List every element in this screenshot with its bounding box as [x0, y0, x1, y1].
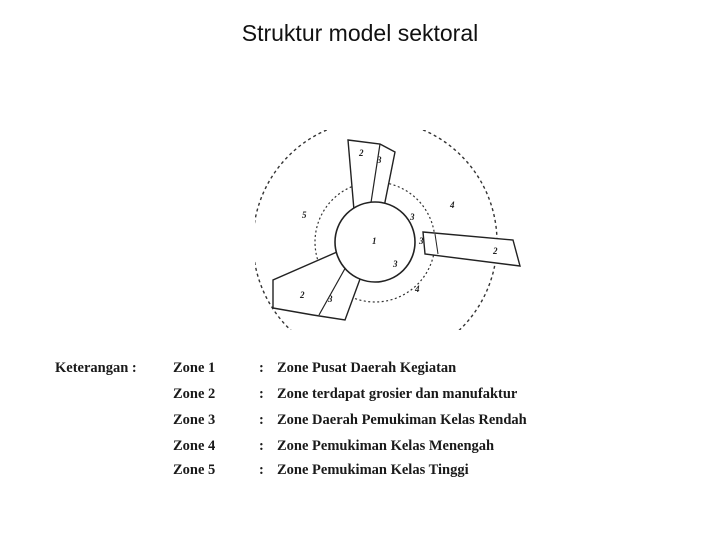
legend-description: Zone Pemukiman Kelas Tinggi [277, 462, 469, 478]
legend-description: Zone Daerah Pemukiman Kelas Rendah [277, 412, 527, 428]
legend-heading: Keterangan : [55, 360, 137, 376]
zone-label-ring-left: 5 [302, 210, 307, 220]
legend-zone: Zone 3 [173, 412, 216, 428]
legend-zone: Zone 5 [173, 462, 216, 478]
zone-label-ring-upper-right: 4 [450, 200, 455, 210]
legend-description: Zone Pusat Daerah Kegiatan [277, 360, 457, 376]
legend-zone: Zone 1 [173, 360, 216, 376]
zone-label-ring-lower: 4 [415, 284, 420, 294]
legend-description: Zone terdapat grosier dan manufaktur [277, 386, 518, 402]
legend-separator: : [259, 438, 264, 454]
zone-label-inner-lower: 3 [393, 259, 398, 269]
right-wedge [423, 232, 520, 266]
legend-zone: Zone 2 [173, 386, 216, 402]
zone-label-inner-right: 3 [419, 236, 424, 246]
zone-label-inner-upper: 3 [410, 212, 415, 222]
legend-separator: : [259, 386, 264, 402]
legend-separator: : [259, 360, 264, 376]
legend-separator: : [259, 412, 264, 428]
zone-label-lower-wedge-right: 3 [328, 294, 333, 304]
legend-description: Zone Pemukiman Kelas Menengah [277, 438, 495, 454]
zone-label-right-wedge: 2 [493, 246, 498, 256]
legend-separator: : [259, 462, 264, 478]
legend-zone: Zone 4 [173, 438, 216, 454]
slide-title: Struktur model sektoral [241, 20, 479, 46]
zone-label-lower-wedge-left: 2 [300, 290, 305, 300]
zone-label-upper-wedge-right: 3 [377, 155, 382, 165]
zone-label-center: 1 [372, 236, 377, 246]
sector-model-diagram [255, 130, 525, 330]
zone-label-upper-wedge-left: 2 [359, 148, 364, 158]
